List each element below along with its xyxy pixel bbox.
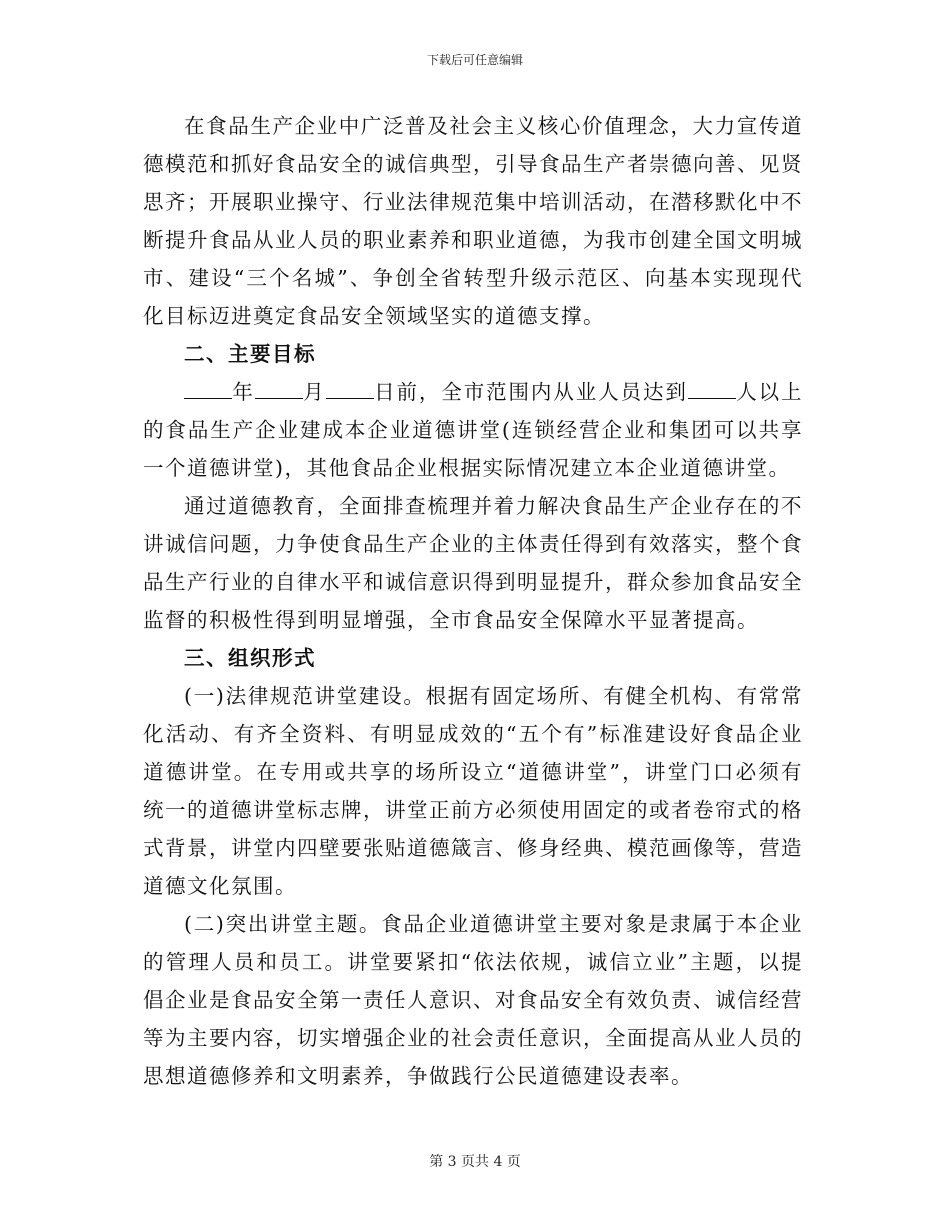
paragraph-lecture-theme: (二)突出讲堂主题。食品企业道德讲堂主要对象是隶属于本企业的管理人员和员工。讲堂要紧扣“依法依规，诚信立业”主题，以提倡企业是食品安全第一责任人意识、对食品安全有效负责、诚信经营等为主要内容，切实增强企业的社会责任意识，全面提高从业人员的思想道德修养和文明素养，争做践行公民道德建设表率。 — [143, 912, 803, 1088]
heading-main-goals: 二、主要目标 — [184, 342, 316, 366]
paragraph-goal-deadline — [143, 373, 803, 487]
goal-month-text: 月 — [302, 380, 326, 404]
document-body — [143, 107, 803, 1095]
goal-rest-text: 人以上的食品生产企业建成本企业道德讲堂(连锁经营企业和集团可以共享一个道德讲堂)，其他食品企业根据实际情况建立本企业道德讲堂。 — [143, 380, 804, 480]
page-header: 下载后可任意编辑 — [426, 53, 523, 67]
blank-line-year — [184, 374, 232, 399]
blank-line-day — [326, 374, 374, 399]
goal-day-text: 日前，全市范围内从业人员达到 — [373, 380, 688, 404]
blank-line-count — [688, 374, 736, 399]
heading-organization-form: 三、组织形式 — [184, 646, 316, 670]
page-footer: 第 3 页共 4 页 — [429, 1154, 521, 1170]
blank-line-month — [255, 374, 303, 399]
paragraph-lecture-construction: (一)法律规范讲堂建设。根据有固定场所、有健全机构、有常常化活动、有齐全资料、有明显成效的“五个有”标准建设好食品企业道德讲堂。在专用或共享的场所设立“道德讲堂”，讲堂门口必须有统一的道德讲堂标志牌，讲堂正前方必须使用固定的或者卷帘式的格式背景，讲堂内四壁要张贴道德箴言、修身经典、模范画像等，营造道德文化氛围。 — [143, 684, 803, 898]
paragraph-moral-education: 通过道德教育，全面排查梳理并着力解决食品生产企业存在的不讲诚信问题，力争使食品生产企业的主体责任得到有效落实，整个食品生产行业的自律水平和诚信意识得到明显提升，群众参加食品安全监督的积极性得到明显增强，全市食品安全保障水平显著提高。 — [143, 494, 803, 632]
goal-year-text: 年 — [232, 380, 255, 404]
paragraph-core-values: 在食品生产企业中广泛普及社会主义核心价值理念，大力宣传道德模范和抓好食品安全的诚信典型，引导食品生产者崇德向善、见贤思齐；开展职业操守、行业法律规范集中培训活动，在潜移默化中不断提升食品从业人员的职业素养和职业道德，为我市创建全国文明城市、建设“三个名城”、争创全省转型升级示范区、向基本实现现代化目标迈进奠定食品安全领域坚实的道德支撑。 — [143, 114, 803, 328]
